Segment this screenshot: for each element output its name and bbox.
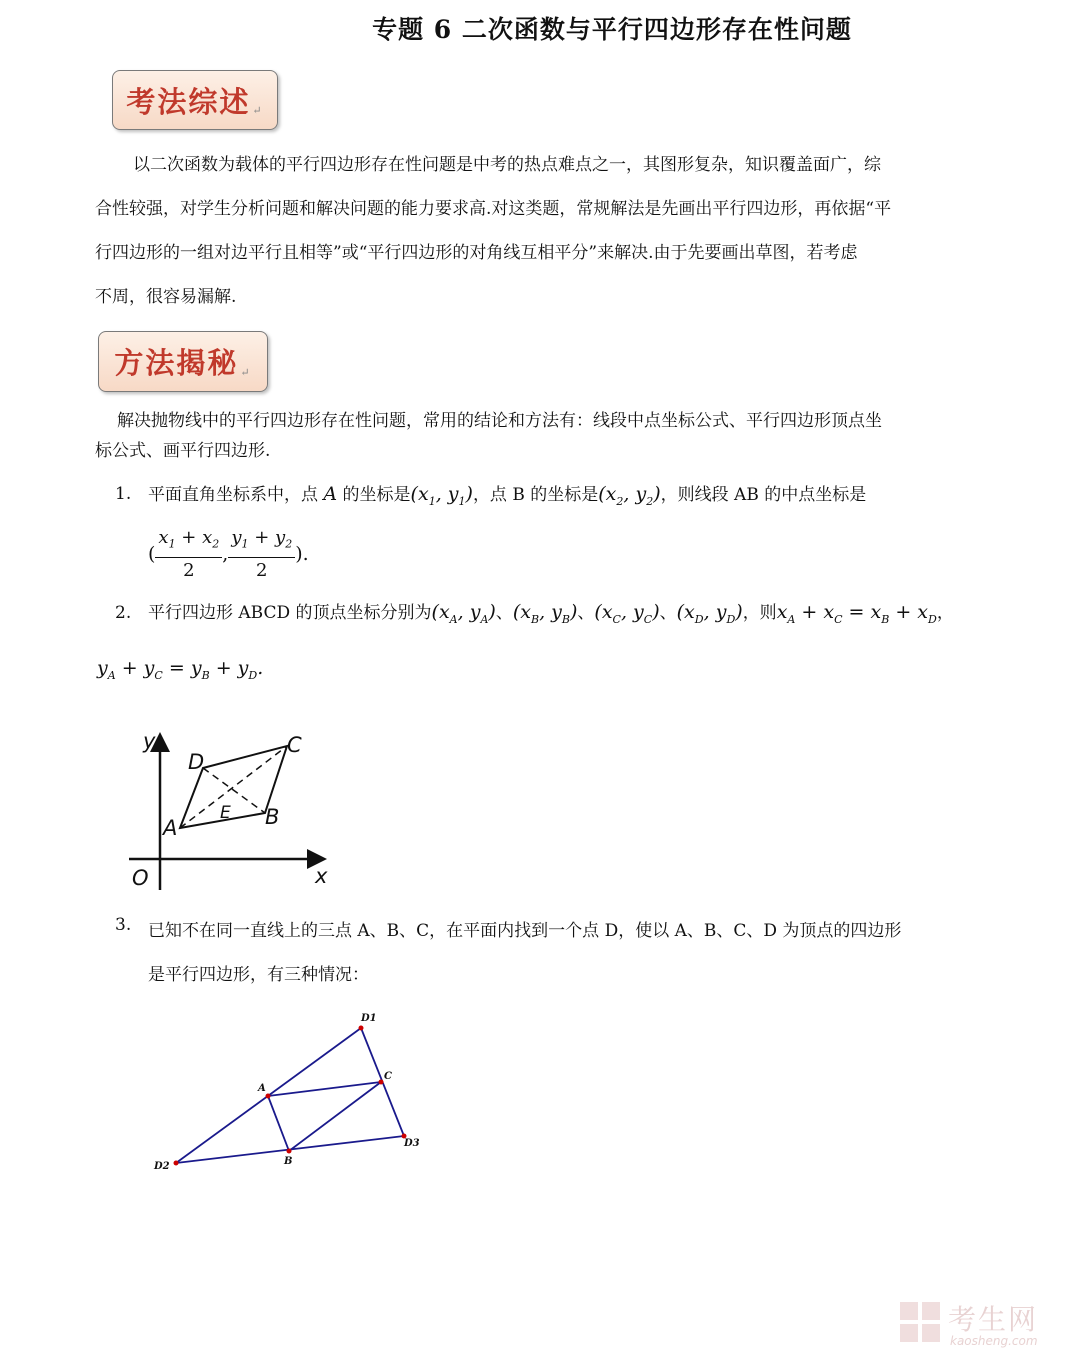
label-d: D [188, 750, 205, 774]
coord-b: ($x_2$, $y_2$) [598, 483, 661, 508]
item-number: 1. [115, 484, 132, 504]
label-o: O [132, 866, 149, 890]
overview-paragraph: 以二次函数为载体的平行四边形存在性问题是中考的热点难点之一，其图形复杂，知识覆盖面广，综 合性较强，对学生分析问题和解决问题的能力要求高.对这类题，常规解法是先画出平行四边形，再依据“平 行四边形的一组对边平行且相等”或“平行四边形的对角线互相平分”来解决.由于先要画出草图，若考虑 不周，很容易漏解. [95, 155, 892, 307]
point-a [266, 1094, 271, 1099]
diagonal-bd [203, 768, 265, 813]
point-c [379, 1080, 384, 1085]
coord-a: ($x_1$, $y_1$) [410, 483, 473, 508]
point-d2 [174, 1161, 179, 1166]
watermark-logo: 考生网 kaosheng.com [898, 1298, 1078, 1358]
section-badge-method: 方法揭秘 ↵ [98, 331, 268, 392]
item-number: 2. [115, 603, 132, 623]
parallelogram-axes-figure [115, 718, 345, 898]
label-d2: D2 [154, 1161, 170, 1172]
point-b [287, 1149, 292, 1154]
item2-text: 平行四边形 ABCD 的顶点坐标分别为($x_A$, $y_A$)、($x_B$, $y_B$)、($x_C$, $y_C$)、($x_D$, $y_D$)，则$x_A + x_C = x_B + x_D$， [148, 601, 954, 626]
three-cases-figure [150, 1005, 450, 1180]
method-intro: 解决抛物线中的平行四边形存在性问题，常用的结论和方法有：线段中点坐标公式、平行四边形顶点坐 标公式、画平行四边形. [95, 411, 882, 461]
label-d3: D3 [404, 1138, 420, 1149]
midpoint-formula: ( $\frac{x_1 + x_2}{2}$ , $\frac{y_1 + y_2}{2}$ ). [148, 527, 309, 581]
label-y: y [143, 729, 156, 753]
item3-text: 已知不在同一直线上的三点 A、B、C，在平面内找到一个点 D，使以 A、B、C、D 为顶点的四边形 是平行四边形，有三种情况： [148, 921, 902, 985]
label-d1: D1 [361, 1013, 377, 1024]
section-badge-overview: 考法综述 ↵ [112, 70, 278, 130]
return-mark-icon: ↵ [252, 104, 264, 117]
label-c: C [287, 733, 302, 757]
logo-icon [898, 1300, 944, 1346]
point-d1 [359, 1026, 364, 1031]
page-title: 专题 6 二次函数与平行四边形存在性问题 [372, 15, 852, 44]
label-b: B [265, 805, 280, 829]
label-a2: A [258, 1083, 266, 1094]
item2-formula-y: $y_A + y_C = y_B + y_D$. [97, 657, 264, 682]
label-b2: B [284, 1156, 293, 1167]
item-number: 3. [115, 915, 132, 935]
label-c2: C [384, 1071, 392, 1082]
label-x: x [315, 864, 328, 888]
label-a: A [163, 816, 178, 840]
return-mark-icon: ↵ [240, 366, 252, 379]
label-e: E [220, 803, 231, 823]
item1-text: 平面直角坐标系中，点 A 的坐标是($x_1$, $y_1$)，点 B 的坐标是($x_2$, $y_2$)，则线段 AB 的中点坐标是 [148, 483, 867, 508]
